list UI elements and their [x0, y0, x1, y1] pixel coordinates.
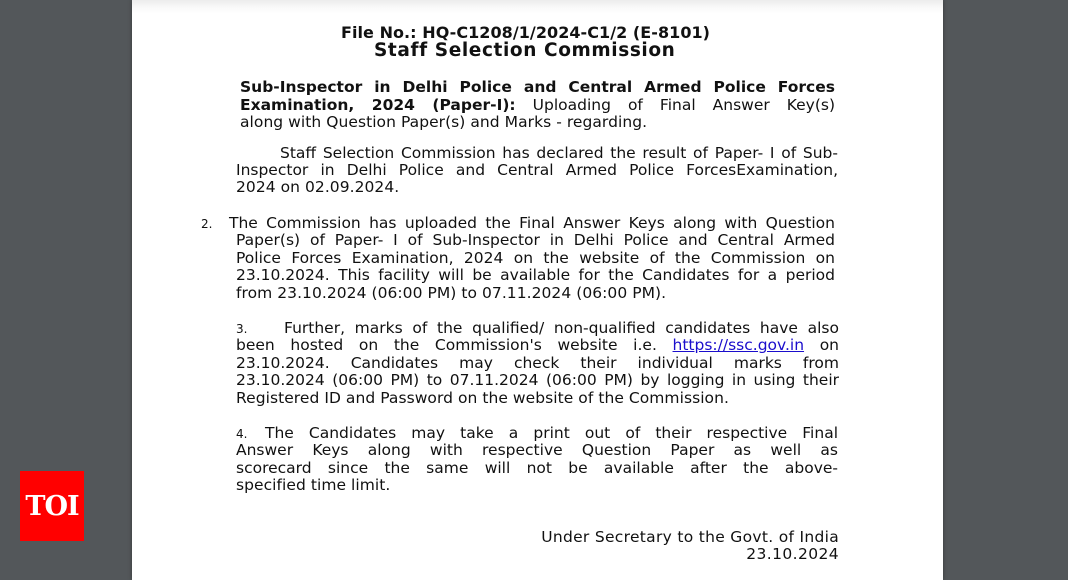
- para4-line-4: specified time limit.: [236, 476, 391, 494]
- para4-number: 4.: [236, 427, 248, 441]
- para3-line-4: 23.10.2024 (06:00 PM) to 07.11.2024 (06:00 PM) by logging in using their: [236, 371, 839, 389]
- para3-line-2-pre: been hosted on the Commission's website i.e.: [236, 336, 673, 354]
- signature-date: 23.10.2024: [746, 545, 839, 563]
- file-number: File No.: HQ-C1208/1/2024-C1/2 (E-8101): [341, 23, 711, 42]
- subject-exam-name: Examination, 2024 (Paper-I):: [240, 96, 516, 114]
- para2-line-1: The Commission has uploaded the Final Answer Keys along with Question: [229, 214, 835, 232]
- para3-line-1: Further, marks of the qualified/ non-qualified candidates have also: [284, 319, 839, 337]
- organization-title: Staff Selection Commission: [374, 40, 676, 61]
- para1-line-3: 2024 on 02.09.2024.: [236, 178, 400, 196]
- ssc-website-link[interactable]: https://ssc.gov.in: [672, 336, 805, 354]
- para1-line-1: Staff Selection Commission has declared the result of Paper- I of Sub-: [280, 144, 838, 162]
- para3-line-2-post: on: [804, 336, 840, 354]
- para2-line-2: Paper(s) of Paper- I of Sub-Inspector in Delhi Police and Central Armed: [236, 231, 835, 249]
- para2-number: 2.: [201, 217, 213, 231]
- para4-line-2: Answer Keys along with respective Question Paper as well as: [236, 441, 838, 459]
- document-page: [132, 0, 943, 580]
- para2-line-4: 23.10.2024. This facility will be available for the Candidates for a period: [236, 266, 835, 284]
- para3-line-3: 23.10.2024. Candidates may check their individual marks from: [236, 354, 839, 372]
- subject-topic: Uploading of Final Answer Key(s): [515, 96, 836, 114]
- toi-logo: TOI: [20, 471, 84, 541]
- para4-line-1: The Candidates may take a print out of their respective Final: [265, 424, 838, 442]
- para2-line-3: Police Forces Examination, 2024 on the website of the Commission on: [236, 249, 835, 267]
- para4-line-3: scorecard since the same will not be available after the above-: [236, 459, 838, 477]
- para3-number: 3.: [236, 322, 248, 336]
- para3-line-2: [236, 337, 839, 355]
- subject-line-2: [240, 97, 835, 115]
- subject-line-3: along with Question Paper(s) and Marks - regarding.: [240, 113, 648, 131]
- para1-line-2: Inspector in Delhi Police and Central Armed Police ForcesExamination,: [236, 161, 838, 179]
- para2-line-5: from 23.10.2024 (06:00 PM) to 07.11.2024 (06:00 PM).: [236, 284, 667, 302]
- para3-line-5: Registered ID and Password on the website of the Commission.: [236, 389, 729, 407]
- signatory-title: Under Secretary to the Govt. of India: [541, 528, 839, 546]
- subject-line-1: Sub-Inspector in Delhi Police and Central Armed Police Forces: [240, 78, 835, 96]
